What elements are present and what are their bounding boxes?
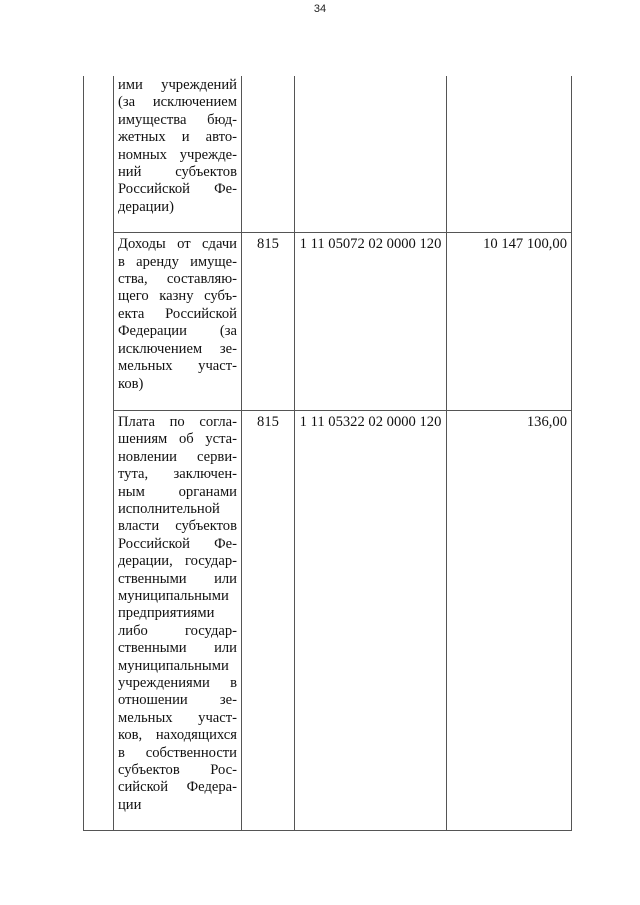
name-line: Российской Фе- bbox=[118, 535, 237, 552]
name-line: ции bbox=[118, 796, 142, 813]
budget-code-cell bbox=[295, 410, 447, 830]
admin-code bbox=[242, 76, 294, 79]
income-name-text bbox=[114, 233, 241, 410]
amount: 136,00 bbox=[526, 413, 567, 430]
name-line: ства, составляю- bbox=[118, 271, 237, 288]
name-line: Федерации (за bbox=[118, 323, 237, 340]
name-line: отношении зе- bbox=[118, 692, 237, 709]
name-line: ственными или bbox=[118, 570, 237, 587]
name-line: Плата по согла- bbox=[118, 413, 237, 430]
name-line: в собственности bbox=[118, 744, 237, 761]
name-line: предприятиями bbox=[118, 605, 215, 622]
name-line: ков, находящихся bbox=[118, 727, 237, 744]
income-name-text bbox=[114, 76, 241, 232]
table-row bbox=[84, 233, 572, 411]
name-line: (за исключением bbox=[118, 94, 237, 111]
page-number: 34 bbox=[313, 3, 327, 15]
name-line: тута, заключен- bbox=[118, 466, 237, 483]
row-number-cell bbox=[84, 76, 114, 233]
name-line: в аренду имуще- bbox=[118, 253, 237, 270]
name-line: имущества бюд- bbox=[118, 111, 237, 128]
name-line: шениям об уста- bbox=[118, 431, 237, 448]
name-line: ственными или bbox=[118, 640, 237, 657]
admin-code: 815 bbox=[257, 236, 279, 253]
name-line: дерации, государ- bbox=[118, 553, 237, 570]
revenue-table bbox=[83, 76, 572, 831]
table-row bbox=[84, 410, 572, 830]
name-line: ным органами bbox=[118, 483, 237, 500]
name-line: Российской Фе- bbox=[118, 181, 237, 198]
name-line: номных учрежде- bbox=[118, 146, 237, 163]
name-line: мельных участ- bbox=[118, 709, 237, 726]
name-line: муниципальными bbox=[118, 657, 229, 674]
amount-cell bbox=[447, 76, 572, 233]
name-line: учреждениями в bbox=[118, 675, 237, 691]
budget-code-cell bbox=[295, 76, 447, 233]
name-line: власти субъектов bbox=[118, 518, 237, 535]
admin-code-cell bbox=[242, 233, 295, 411]
row-number-cell bbox=[84, 233, 114, 411]
name-line: екта Российской bbox=[118, 305, 237, 322]
admin-code-cell bbox=[242, 76, 295, 233]
name-line: субъектов Рос- bbox=[118, 762, 237, 779]
name-line: ими учреждений bbox=[118, 77, 237, 93]
name-line: Доходы от сдачи bbox=[118, 236, 237, 253]
admin-code-cell bbox=[242, 410, 295, 830]
budget-code: 1 11 05322 02 0000 120 bbox=[299, 413, 442, 430]
name-line: щего казну субъ- bbox=[118, 288, 237, 305]
row-number-cell bbox=[84, 410, 114, 830]
name-line: муниципальными bbox=[118, 587, 229, 604]
name-line: либо государ- bbox=[118, 622, 237, 639]
amount-cell bbox=[447, 410, 572, 830]
table-row bbox=[84, 76, 572, 233]
name-line: жетных и авто- bbox=[118, 129, 237, 146]
budget-code-cell bbox=[295, 233, 447, 411]
budget-code bbox=[295, 76, 446, 79]
amount bbox=[447, 76, 571, 79]
income-name-cell bbox=[114, 76, 242, 233]
amount: 10 147 100,00 bbox=[483, 236, 567, 253]
income-name-cell bbox=[114, 233, 242, 411]
name-line: ков) bbox=[118, 375, 144, 392]
income-name-text bbox=[114, 411, 241, 830]
income-name-cell bbox=[114, 410, 242, 830]
name-line: мельных участ- bbox=[118, 358, 237, 375]
name-line: сийской Федера- bbox=[118, 779, 237, 796]
name-line: ний субъектов bbox=[118, 164, 237, 181]
name-line: исключением зе- bbox=[118, 340, 237, 357]
name-line: новлении серви- bbox=[118, 448, 237, 465]
amount-cell bbox=[447, 233, 572, 411]
budget-code: 1 11 05072 02 0000 120 bbox=[299, 236, 442, 253]
admin-code: 815 bbox=[257, 413, 279, 430]
name-line: дерации) bbox=[118, 198, 174, 215]
name-line: исполнительной bbox=[118, 500, 220, 517]
